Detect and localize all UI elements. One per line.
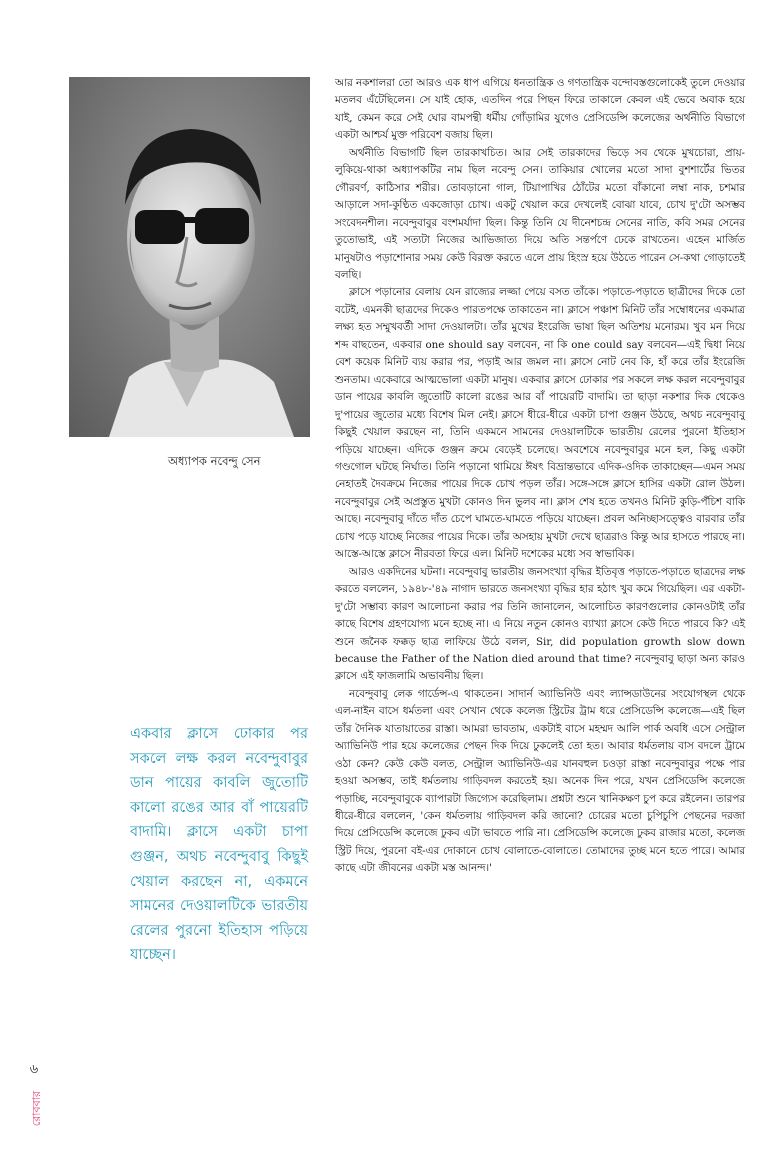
article-paragraph: নবেন্দুবাবু লেক গার্ডেন্স-এ থাকতেন। সাদার্ন অ্যাভিনিউ এবং ল্যান্সডাউনের সংযোগস্থল থেকে এল-নাইন বাসে ধর্মতলা এবং সেখান থেকে কলেজ স্ট্রিটের ট্রাম ধরে প্রেসিডেন্সি কলেজে—এই ছিল তাঁর দৈনিক যাতায়াতের রাস্তা। আমরা ভাবতাম, একটাই বাসে মহম্মদ আলি পার্ক অবধি এসে সেন্ট্রাল অ্যাভিনিউ পার হয়ে কলেজের পেছন দিক দিয়ে ঢুকলেই তো হত। আবার ধর্মতলায় বাস বদলে ট্রামে ওঠা কেন? কেউ কেউ বলত, সেন্ট্রাল অ্যাভিনিউ-এর যানবহুল চওড়া রাস্তা নবেন্দুবাবুর পক্ষে পার হওয়া অসম্ভব, তাই ধর্মতলায় গাড়িবদল করতেই হয়। অনেক দিন পরে, যখন প্রেসিডেন্সি কলেজে পড়াচ্ছি, নবেন্দুবাবুকে ব্যাপারটা জিগ্যেস করেছিলাম। প্রশ্নটা শুনে খানিকক্ষণ চুপ করে রইলেন। তারপর ধীরে-ধীরে বললেন, 'কেন ধর্মতলায় গাড়িবদল করি জানো? চোরের মতো চুপিচুপি পেছনের দরজা দিয়ে প্রেসিডেন্সি কলেজে ঢুকব এটা ভাবতে পারি না। প্রেসিডেন্সি কলেজে ঢুকব রাজার মতো, কলেজ স্ট্রিট দিয়ে, পুরনো বই-এর দোকানে চোখ বোলাতে-বোলাতে। তোমাদের তুচ্ছ মনে হতে পারে। আমার কাছে এটা জীবনের একটা মস্ত আনন্দ।' [335, 687, 745, 875]
article-paragraph: আর নকশালরা তো আরও এক ধাপ এগিয়ে ধনতান্ত্রিক ও গণতান্ত্রিক বন্দোবস্তগুলোকেই তুলে দেওয়ার মতলব এঁটেছিলেন। সে যাই হোক, এতদিন পরে পিছন ফিরে তাকালে কেবল এই ভেবে অবাক হয়ে যাই, কেমন করে সেই ঘোর বামপন্থী ধর্মীয় গোঁড়ামির যুগেও প্রেসিডেন্সি কলেজের অর্থনীতি বিভাগে একটা আশ্চর্য মুক্ত পরিবেশ বজায় ছিল। [335, 77, 745, 142]
magazine-name: রোববার [30, 1091, 43, 1127]
article-paragraph: আরও একদিনের ঘটনা। নবেন্দুবাবু ভারতীয় জনসংখ্যা বৃদ্ধির ইতিবৃত্ত পড়াতে-পড়াতে ছাত্রদের লক্ষ করতে বললেন, ১৯৪৮-'৪৯ নাগাদ ভারতে জনসংখ্যা বৃদ্ধির হার হঠাৎ খুব কমে গিয়েছিল। এর একটা-দু'টো সম্ভাব্য কারণ আলোচনা করার পর তিনি জানালেন, আলোচিত কারণগুলোর কোনওটাই তাঁর কাছে বিশেষ গ্রহণযোগ্য মনে হচ্ছে না। এ নিয়ে নতুন কোনও ব্যাখ্যা ক্লাসে কেউ দিতে পারবে কি? এই শুনে জনৈক ফক্কড় ছাত্র লাফিয়ে উঠে বলল, Sir, did population growth slow down because the Father of the Nation died around that time? নবেন্দুবাবু ছাড়া অন্য কারও ক্লাসে এই ফাজলামি অভাবনীয় ছিল। [335, 565, 745, 683]
article-paragraph: অর্থনীতি বিভাগটি ছিল তারকাখচিত। আর সেই তারকাদের ভিড়ে সব থেকে মুখচোরা, প্রায়-লুকিয়ে-থাকা অধ্যাপকটির নাম ছিল নবেন্দু সেন। তাকিয়ার খোলের মতো সাদা বুশশার্টের ভিতর গৌরবর্ণ, কাঠিসার শরীর। তোবড়ানো গাল, টিয়াপাখির ঠোঁটের মতো বাঁকানো লম্বা নাক, চশমার আড়ালে সদা-কুণ্ঠিত একজোড়া চোখ। একটু খেয়াল করে দেখলেই বোঝা যাবে, চোখ দু'টো অসম্ভব সংবেদনশীল। নবেন্দুবাবুর বংশমর্যাদা ছিল। কিন্তু তিনি যে দীনেশচন্দ্র সেনের নাতি, কবি সমর সেনের তুতোভাই, এই সত্যটা নিজের আভিজাত্য দিয়ে অতি সন্তর্পণে ঢেকে রাখতেন। এহেন মার্জিত মানুষটাও পড়াশোনার সময় কেউ বিরক্ত করতে এলে প্রায় হিংস্র হয়ে উঠতে পারেন সে-কথা গোড়াতেই বলছি। [335, 146, 745, 281]
portrait-photo [69, 77, 310, 437]
article-body [335, 75, 745, 878]
portrait-image [69, 77, 310, 437]
page-number: ৬ [29, 1062, 39, 1077]
photo-caption: অধ্যাপক নবেন্দু সেন [168, 454, 261, 468]
pull-quote: একবার ক্লাসে ঢোকার পর সকলে লক্ষ করল নবেন্দুবাবুর ডান পায়ের কাবলি জুতোটি কালো রঙের আর বাঁ পায়েরটি বাদামি। ক্লাসে একটা চাপা গুঞ্জন, অথচ নবেন্দুবাবু কিছুই খেয়াল করছেন না, একমনে সামনের দেওয়ালটিকে ভারতীয় রেলের পুরনো ইতিহাস পড়িয়ে যাচ্ছেন। [130, 726, 308, 964]
page-folio [26, 1060, 42, 1126]
article-paragraph: ক্লাসে পড়ানোর বেলায় যেন রাজ্যের লজ্জা পেয়ে বসত তাঁকে। পড়াতে-পড়াতে ছাত্রীদের দিকে তো বটেই, এমনকী ছাত্রদের দিকেও পারতপক্ষে তাকাতেন না। ক্লাসে পঞ্চাশ মিনিট তাঁর সম্বোধনের একমাত্র লক্ষ্য হত সম্মুখবর্তী সাদা দেওয়ালটা। তাঁর মুখের ইংরেজি ভাষা ছিল অতিশয় মনোরম। খুব মন দিয়ে শব্দ বাছতেন, একবার one should say বলবেন, না কি one could say বলবেন—এই দ্বিধা নিয়ে বেশ কয়েক মিনিট ব্যয় করার পর, পড়াই আর জমল না। ক্লাসে নোট নেব কি, হাঁ করে তাঁর ইংরেজি শুনতাম। একেবারে আত্মভোলা একটা মানুষ। একবার ক্লাসে ঢোকার পর সকলে লক্ষ করল নবেন্দুবাবুর ডান পায়ের কাবলি জুতোটি কালো রঙের আর বাঁ পায়েরটি বাদামি। তা ছাড়া নকশার দিক থেকেও দু'পায়ের জুতোর মধ্যে বিশেষ মিল নেই। ক্লাসে ধীরে-ধীরে একটা চাপা গুঞ্জন উঠছে, অথচ নবেন্দুবাবু কিছুই খেয়াল করছেন না, তিনি একমনে সামনের দেওয়ালটিকে ভারতীয় রেলের পুরনো ইতিহাস পড়িয়ে যাচ্ছেন। এদিকে গুঞ্জন ক্রমে বেড়েই চলেছে। অবশেষে নবেন্দুবাবুর মনে হল, কিছু একটা গণ্ডগোল ঘটছে নির্ঘাত। তিনি পড়ানো থামিয়ে ঈষৎ বিভ্রান্তভাবে এদিক-ওদিক তাকাচ্ছেন—এমন সময় নেহাতই দৈবক্রমে নিজের পায়ের দিকে চোখ পড়ল তাঁর। সঙ্গে-সঙ্গে ক্লাসে হাসির একটা রোল উঠল। নবেন্দুবাবুর সেই অপ্রস্তুত মুখটা কোনও দিন ভুলব না। ক্লাস শেষ হতে তখনও মিনিট কুড়ি-পঁচিশ বাকি আছে। নবেন্দুবাবু দাঁতে দাঁত চেপে ঘামতে-ঘামতে পড়িয়ে যাচ্ছেন। প্রবল অনিচ্ছাসত্ত্বেও বারবার তাঁর চোখ পড়ে যাচ্ছে নিজের পায়ের দিকে। তাঁর অসহায় মুখটা দেখে ছাত্ররাও কিন্তু আর হাসতে পারছে না। আস্তে-আস্তে ক্লাসে নীরবতা ফিরে এল। মিনিট দশেকের মধ্যে সব স্বাভাবিক। [335, 286, 745, 561]
